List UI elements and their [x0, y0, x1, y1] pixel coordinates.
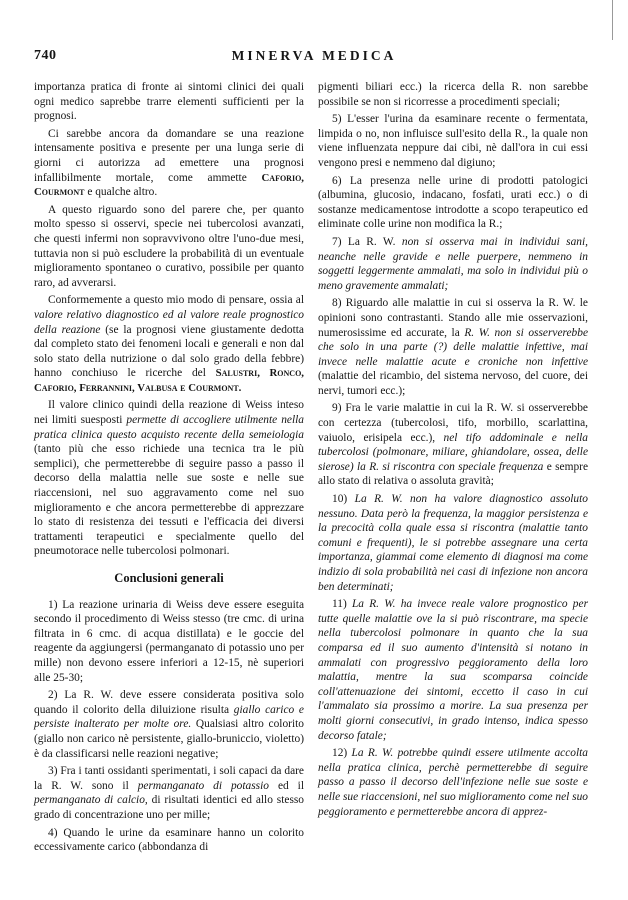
- paragraph-text: 10): [332, 493, 355, 506]
- italic-text: valore relativo diagnostico ed al valore reale prognostico della reazione: [34, 308, 304, 336]
- paragraph-text: e qualche altro.: [84, 186, 158, 199]
- paragraph-text: e sempre allo stato di relativa o assoluta gravità;: [318, 460, 588, 488]
- paragraph-text: 2) La R. W. deve essere considerata positiva solo quando il colorito della diluizione risulta: [34, 689, 304, 716]
- right-column: [318, 80, 588, 822]
- italic-text: La R. W. ha invece reale valore prognostico per tutte quelle malattie ove la si può riscontrare, ma specie nella tubercolosi polmonare in quanto che la sua comparsa ed il suo aumento d'intensità si notano in ammalati con progressivo peggioramento della loro malattia, mentre la sua scomparsa coincide coll'attenuazione dei sintomi, eccetto il caso in cui l'ammalato sia prossimo a morire. La sua presenza per molti giorni consecutivi, in grado intenso, indica spesso decorso fatale;: [318, 598, 588, 742]
- conclusion-item: [318, 112, 588, 170]
- conclusion-item: [34, 764, 304, 822]
- paragraph-text: 1) La reazione urinaria di Weiss deve essere eseguita secondo il procedimento di Weiss stesso (tre cmc. di urina filtrata in 6 cmc. di acqua distillata) e le goccie del reagente da aggiungersi (permanganato di potassio uno per mille) non devono essere inferiori a 12-15, nè superiori alle 25-30;: [34, 598, 304, 684]
- paragraph: [34, 80, 304, 124]
- section-heading: Conclusioni generali: [114, 571, 224, 585]
- paragraph-text: Qualsiasi altro colorito (giallo non carico nè persistente, giallo-bruniccio, violetto) è da classificarsi nelle reazioni negative;: [34, 718, 304, 760]
- paragraph-text: 8) Riguardo alle malattie in cui si osserva la R. W. le opinioni sono contrastanti. Stando alle mie osservazioni, numerosissime ed accurate, la: [318, 297, 588, 339]
- conclusion-item: [34, 688, 304, 761]
- italic-text: La R. W. potrebbe quindi essere utilmente accolta nella pratica clinica, perchè permetterebbe di seguire passo a passo il decorso dell'infezione nelle sue soste e nelle sue riaccensioni, nel suo miglioramento come nel suo peggioramento e permetterebbe ancora di apprez-: [318, 747, 588, 818]
- paragraph-text: 7) La R. W.: [332, 235, 402, 248]
- paragraph: [34, 293, 304, 395]
- conclusion-item: [34, 826, 304, 855]
- paragraph-text: 9) Fra le varie malattie in cui la R. W. si osserverebbe con certezza (tubercolosi, tifo, morbillo, scarlattina, vaiuolo, erisipela ecc.),: [318, 402, 588, 444]
- paragraph-text: Conformemente a questo mio modo di pensare, ossia al: [48, 294, 304, 307]
- paragraph-text: A questo riguardo sono del parere che, per quanto molto spesso si osservi, specie nei tubercolosi avanzati, che questi infermi non sopravvivono oltre l'uno-due mesi, tuttavia non si può escludere la probabilità di un eventuale miglioramento spontaneo o curativo, possibile per quanto raro, ad avverarsi.: [34, 203, 304, 289]
- paragraph-text: 12): [332, 747, 352, 760]
- italic-text: giallo carico e persiste inalterato per molte ore.: [34, 703, 304, 731]
- running-title: MINERVA MEDICA: [231, 48, 397, 63]
- paragraph: [34, 398, 304, 559]
- conclusion-item: [318, 746, 588, 819]
- paragraph-text: 4) Quando le urine da esaminare hanno un colorito eccessivamente carico (abbondanza di: [34, 826, 304, 854]
- paragraph-text: (malattie del ricambio, del sistema nervoso, del cuore, dei nervi, tumori ecc.);: [318, 370, 588, 397]
- paragraph-text: (se la prognosi viene giustamente dedotta dal completo stato dei fenomeni locali e generali e non dal solo stato della nutrizione o dal solo grado della febbre) hanno conchiuso le ricerche del: [34, 323, 304, 380]
- conclusion-item: [318, 80, 588, 109]
- conclusion-item: [318, 235, 588, 293]
- paragraph-text: pigmenti biliari ecc.) la ricerca della R. non sarebbe possibile se non si ricorresse a procedimenti speciali;: [318, 81, 588, 108]
- italic-text: permette di accogliere utilmente nella pratica clinica questo acquisto recente della semeiologia: [34, 414, 304, 441]
- paragraph-text: Il valore clinico quindi della reazione di Weiss inteso nei limiti suesposti: [34, 399, 304, 427]
- author-names: Salustri, Ronco, Caforio, Ferrannini, Valbusa e Courmont.: [34, 367, 304, 394]
- paragraph-text: di risultati identici ed allo stesso grado di concentrazione uno per mille;: [34, 794, 305, 821]
- conclusion-item: [34, 598, 304, 686]
- paragraph: [34, 127, 304, 200]
- paragraph: [34, 203, 304, 291]
- paragraph-text: (tanto più che esso richiede una tecnica tra le più semplici), che permetterebbe di seguire passo a passo il decorso della malattia nelle sue soste e nelle sue riaccensioni, nel suo aggravamento come nel suo miglioramento e che ancora permetterebbe di apprezzare lo stato di resistenza dei tessuti e l'efficacia dei diversi trattamenti terapeutici e specialmente quello del pneumotorace nelle tubercolosi polmonari.: [34, 443, 304, 558]
- italic-text: permanganato di calcio,: [34, 794, 148, 807]
- paragraph-text: 3) Fra i tanti ossidanti sperimentati, i soli capaci da dare la R. W. sono il: [34, 765, 304, 792]
- italic-text: nel tifo addominale e nella tubercolosi (polmonare, miliare, ghiandolare, ossea, delle sierose) la R. si riscontra con speciale frequenza: [318, 431, 588, 473]
- paragraph-text: Ci sarebbe ancora da domandare se una reazione intensamente positiva e presente per una lunga serie di giorni ci autorizza ad emettere una prognosi infallibilmente mortale, come ammette: [34, 127, 304, 184]
- paragraph-text: 6) La presenza nelle urine di prodotti patologici (albumina, glucosio, indacano, fosfati, urati ecc.) o di sostanze medicamentose introdotte a scopo terapeutico ed eliminate colle urine non modifica la R.;: [318, 174, 588, 231]
- author-names: Caforio, Courmont: [34, 171, 304, 199]
- conclusion-item: [318, 401, 588, 489]
- paragraph-text: 5) L'esser l'urina da esaminare recente o fermentata, limpida o no, non influisce sull'esito della R., la quale non viene influenzata neppure dai cibi, nè dall'ora in cui essi vengono presi e nemmeno dal digiuno;: [318, 113, 588, 169]
- paragraph-text: ed il: [268, 779, 304, 792]
- italic-text: R. W. non si osserverebbe che solo in una parte (?) delle malattie infettive, mai invece nelle malattie acute e croniche non infettive: [318, 326, 589, 368]
- page-edge-line: [612, 0, 613, 40]
- paragraph-text: importanza pratica di fronte ai sintomi clinici dei quali ogni medico saprebbe trarre elementi sufficienti per la prognosi.: [34, 81, 304, 123]
- page-number: 740: [34, 48, 57, 63]
- italic-text: non si osserva mai in individui sani, neanche nelle gravide e nelle puerpere, nemmeno in soggetti leggermente ammalati, ma solo in individui più o meno gravemente ammalati;: [318, 235, 588, 292]
- conclusion-item: [318, 174, 588, 232]
- conclusion-item: [318, 492, 588, 594]
- italic-text: La R. W. non ha valore diagnostico assoluto nessuno. Data però la frequenza, la maggior persistenza e la precocità colla quale essa si riscontra (malattie tanto comuni e frequenti), le si potrebbe assegnare una certa importanza, giammai come elemento di diagnosi ma come indizio di sola probabilità nei casi di infezione non ancora ben determinati;: [318, 493, 588, 593]
- italic-text: permanganato di potassio: [137, 779, 269, 792]
- paragraph-text: 11): [332, 598, 352, 611]
- conclusion-item: [318, 296, 588, 398]
- conclusion-item: [318, 597, 588, 743]
- left-column: [34, 80, 304, 858]
